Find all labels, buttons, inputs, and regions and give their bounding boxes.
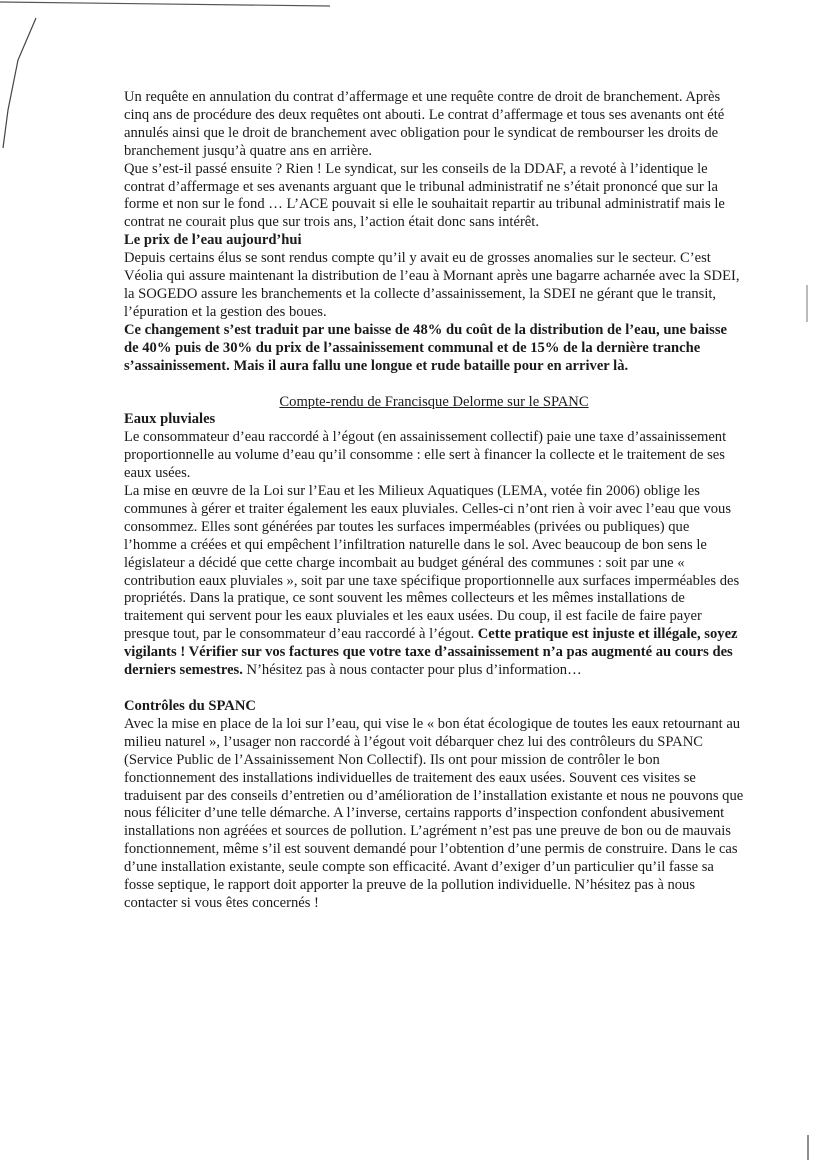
document-body: [124, 89, 744, 913]
section-title-spanc: Compte-rendu de Francisque Delorme sur le SPANC: [279, 393, 589, 410]
paragraph-intro: [124, 89, 744, 161]
paragraph-ddaf: [124, 161, 744, 233]
paragraph-lema-text: La mise en œuvre de la Loi sur l’Eau et les Milieux Aquatiques (LEMA, votée fin 2006) oblige les communes à gérer et traiter également les eaux pluviales. Celles-ci n’ont rien à voir avec l’eau que vous consommez. Elles sont générées par toutes les surfaces imperméables (privées ou publiques) que l’homme a créées et qui empêchent l’infiltration naturelle dans le sol. Avec beaucoup de bon sens le législateur a décidé que cette charge incombait au budget général des communes : soit par une « contribution eaux pluviales », soit par une taxe spécifique proportionnelle aux surfaces imperméables des propriétés. Dans la pratique, ce sont souvent les mêmes collecteurs et les mêmes installations de traitement qui servent pour les eaux pluviales et les eaux usées. Du coup, il est facile de faire payer presque tout, par le consommateur d’eau raccordé à l’égout.: [124, 483, 740, 643]
scan-edge-line-top: [0, 2, 330, 6]
paragraph-controles-text: Avec la mise en place de la loi sur l’eau, qui vise le « bon état écologique de toutes les eaux retournant au milieu naturel », l’usager non raccordé à l’égout voit débarquer chez lui des contrôleurs du SPANC (Service Public de l’Assainissement Non Collectif). Ils ont pour mission de contrôler le bon fonctionnement des installations individuelles de traitement des eaux usées. Souvent ces visites se traduisent par des conseils d’entretien ou d’amélioration de l’installation existante et nous ne pouvons que nous féliciter d’une telle démarche. A l’inverse, certains rapports d’inspection confondent abusivement installations non agréées et sources de pollution. L’agrément n’est pas une preuve de bon ou de mauvais fonctionnement, même s’il est souvent demandé pour l’obtention d’une permis de construire. Dans le cas d’une installation existante, seule compte son efficacité. Avant d’exiger d’un particulier qu’il fasse sa fosse septique, le rapport doit apporter la preuve de la pollution individuelle. N’hésitez pas à nous contacter si vous êtes concernés !: [124, 715, 744, 911]
paragraph-veolia-text: Depuis certains élus se sont rendus compte qu’il y avait eu de grosses anomalies sur le secteur. C’est Véolia qui assure maintenant la distribution de l’eau à Mornant après une bagarre acharnée avec la SDEI, la SOGEDO assure les branchements et la collecte d’assainissement, la SDEI ne gérant que le transit, l’épuration et la gestion des boues.: [124, 250, 740, 320]
paragraph-intro-text: Un requête en annulation du contrat d’affermage et une requête contre de droit de branchement. Après cinq ans de procédure des deux requêtes ont abouti. Le contrat d’affermage et tous ses avenants ont été annulés ainsi que le droit de branchement avec obligation pour le syndicat de rembourser les droits de branchement jusqu’à quatre ans en arrière.: [124, 89, 725, 159]
heading-eaux-pluviales: Eaux pluviales: [124, 411, 216, 428]
heading-prix-eau: Le prix de l’eau aujourd’hui: [124, 232, 302, 249]
paragraph-lema-end: N’hésitez pas à nous contacter pour plus d’information…: [246, 662, 582, 679]
paragraph-consommateur: [124, 429, 744, 483]
paragraph-veolia: [124, 250, 744, 322]
paragraph-lema: [124, 483, 744, 680]
paragraph-ddaf-text: Que s’est-il passé ensuite ? Rien ! Le syndicat, sur les conseils de la DDAF, a revoté à l’identique le contrat d’affermage et ses avenants arguant que le tribunal administratif ne s’était prononcé que sur la forme et non sur le fond … L’ACE pouvait si elle le souhaitait repartir au tribunal administratif mais le contrat ne courait plus que sur trois ans, l’action était donc sans intérêt.: [124, 160, 725, 231]
paragraph-controles: [124, 716, 744, 913]
paragraph-baisse-text: Ce changement s’est traduit par une baisse de 48% du coût de la distribution de l’eau, une baisse de 40% puis de 30% du prix de l’assainissement communal et de 15% de la dernière tranche s’assainissement. Mais il aura fallu une longue et rude bataille pour en arriver là.: [124, 321, 727, 374]
scan-edge-line-left: [3, 18, 36, 148]
paragraph-lema-bold: Cette pratique est injuste et illégale, soyez vigilants ! Vérifier sur vos factures que votre taxe d’assainissement n’a pas augmenté au cours des derniers semestres.: [124, 626, 738, 679]
paragraph-consommateur-text: Le consommateur d’eau raccordé à l’égout (en assainissement collectif) paie une taxe d’assainissement proportionnelle au volume d’eau qu’il consomme : elle sert à financer la collecte et le traitement de ses eaux usées.: [124, 429, 727, 482]
heading-controles-spanc: Contrôles du SPANC: [124, 698, 256, 714]
spacer: [124, 680, 744, 698]
paragraph-baisse: [124, 322, 744, 376]
